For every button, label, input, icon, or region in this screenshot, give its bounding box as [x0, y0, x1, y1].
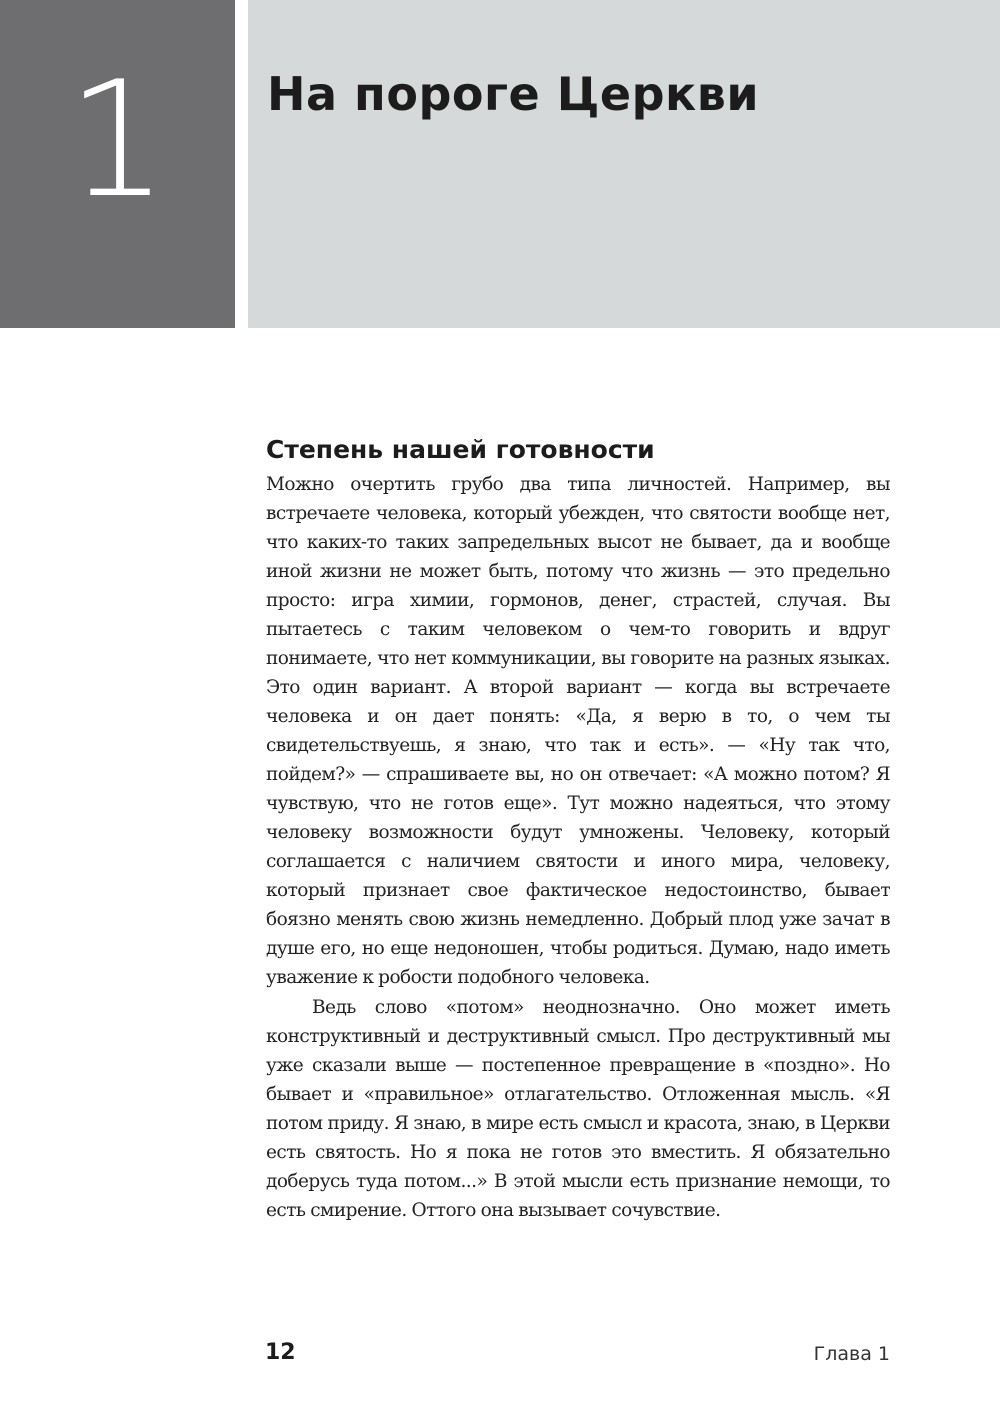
section-heading: Степень нашей готовности — [266, 435, 655, 464]
paragraph-2: Ведь слово «потом» неоднозначно. Оно может иметь конструктивный и деструктивный смысл. Про деструктивный мы уже сказали выше — постепенное превращение в «поздно». Но бывает и «правильное» отлагательство. Отложенная мысль. «Я потом приду. Я знаю, в мире есть смысл и красота, знаю, в Церкви есть святость. Но я пока не готов это вместить. Я обязательно доберусь туда потом...» В этой мысли есть признание немощи, то есть смирение. Оттого она вызывает сочувствие. — [266, 997, 890, 1221]
chapter-number-box — [0, 0, 235, 328]
chapter-title-band — [248, 0, 1000, 328]
main-text — [266, 430, 890, 1225]
chapter-title: На пороге Церкви — [267, 67, 760, 121]
page-number: 12 — [265, 1340, 296, 1365]
paragraph-1: Можно очертить грубо два типа личностей. Например, вы встречаете человека, который убежден, что святости вообще нет, что каких-то таких запредельных высот не бывает, да и вообще иной жизни не может быть, потому что жизнь — это предельно просто: игра химии, гормонов, денег, страстей, случая. Вы пытаетесь с таким человеком о чем-то говорить и вдруг понимаете, что нет коммуникации, вы говорите на разных языках. Это один вариант. А второй вариант — когда вы встречаете человека и он дает понять: «Да, я верю в то, о чем ты свидетельствуешь, я знаю, что так и есть». — «Ну так что, пойдем?» — спрашиваете вы, но он отвечает: «А можно потом? Я чувствую, что не готов еще». Тут можно надеяться, что этому человеку возможности будут умножены. Человеку, который соглашается с наличием святости и иного мира, человеку, который признает свое фактическое недостоинство, бывает боязно менять свою жизнь немедленно. Добрый плод уже зачат в душе его, но еще недоношен, чтобы родиться. Думаю, надо иметь уважение к робости подобного человека. — [266, 474, 890, 988]
chapter-number: 1 — [66, 46, 169, 233]
running-footer: Глава 1 — [813, 1343, 890, 1365]
